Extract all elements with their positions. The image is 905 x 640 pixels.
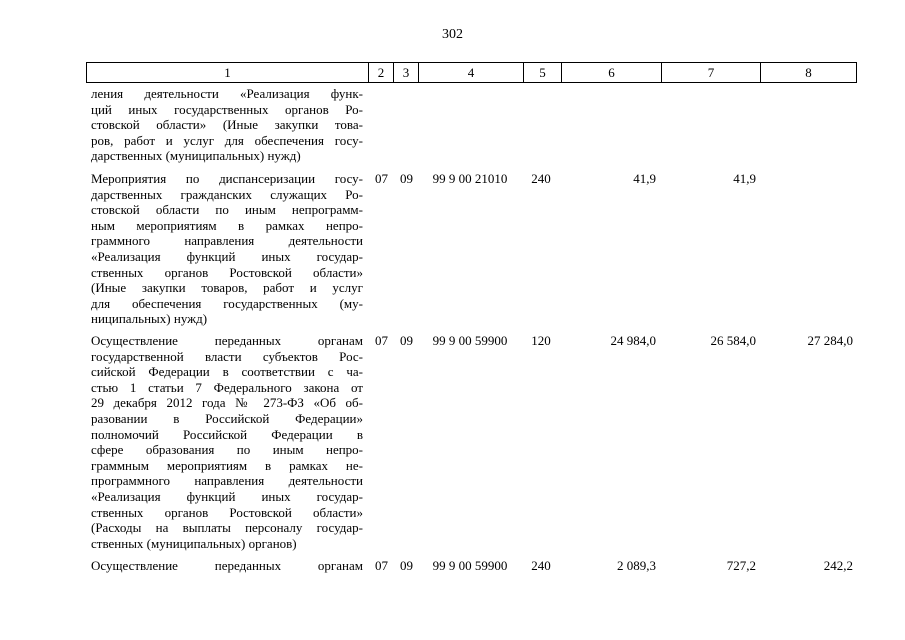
cell-year-1: 24 984,0 [610,333,656,348]
description-line: (Расходы на выплаты персоналу государ- [91,520,363,536]
cell-csr: 99 9 00 21010 [432,171,508,186]
description-line: граммным мероприятиям в рамках не- [91,457,363,473]
description-line: государственной власти субъектов Рос- [91,348,363,364]
cell-year-1: 41,9 [633,171,656,186]
cell-csr: 99 9 00 59900 [432,558,508,573]
cell-year-3: 242,2 [823,558,853,573]
cell-rz: 07 [375,333,388,348]
cell-rz: 07 [375,171,388,186]
cell-year-1: 2 089,3 [617,558,656,573]
table-header [86,62,857,83]
page-number: 302 [442,27,463,42]
description-line: Мероприятия по диспансеризации госу- [91,171,363,186]
row-description [91,86,363,164]
cell-vr: 120 [531,333,551,348]
row-description [91,171,363,327]
description-line: «Реализация функций иных государ- [91,488,363,504]
description-line: стовской области» (Иные закупки това- [91,117,363,133]
description-line: программного направления деятельности [91,473,363,489]
description-line: стовской области по иным непрограмм- [91,202,363,218]
description-line: ным мероприятиям в рамках непро- [91,217,363,233]
description-line: ления деятельности «Реализация функ- [91,86,363,101]
header-col-5: 5 [524,63,562,82]
row-description [91,558,363,574]
description-line: дарственных гражданских служащих Ро- [91,186,363,202]
header-col-6: 6 [562,63,662,82]
cell-year-2: 41,9 [733,171,756,186]
description-line: стью 1 статьи 7 Федерального закона от [91,379,363,395]
description-line: ственных органов Ростовской области» [91,504,363,520]
description-line: (Иные закупки товаров, работ и услуг [91,280,363,296]
description-line: «Реализация функций иных государ- [91,248,363,264]
description-line: сийской Федерации в соответствии с ча- [91,364,363,380]
description-line: граммного направления деятельности [91,233,363,249]
description-line: разовании в Российской Федерации» [91,410,363,426]
cell-rz: 07 [375,558,388,573]
header-col-3: 3 [394,63,419,82]
row-description [91,333,363,551]
cell-pr: 09 [400,558,413,573]
description-line: ниципальных) нужд) [91,311,208,327]
cell-pr: 09 [400,171,413,186]
cell-pr: 09 [400,333,413,348]
description-line: Осуществление переданных органам [91,558,363,573]
description-line: для обеспечения государственных (му- [91,295,363,311]
cell-vr: 240 [531,558,551,573]
description-line: ров, работ и услуг для обеспечения госу- [91,132,363,148]
description-line: ственных (муниципальных) органов) [91,535,297,551]
cell-year-2: 26 584,0 [710,333,756,348]
cell-year-2: 727,2 [726,558,756,573]
description-line: дарственных (муниципальных) нужд) [91,148,301,164]
description-line: полномочий Российской Федерации в [91,426,363,442]
cell-vr: 240 [531,171,551,186]
header-col-8: 8 [805,65,812,80]
description-line: ственных органов Ростовской области» [91,264,363,280]
description-line: Осуществление переданных органам [91,333,363,348]
description-line: ций иных государственных органов Ро- [91,101,363,117]
cell-csr: 99 9 00 59900 [432,333,508,348]
cell-year-3: 27 284,0 [807,333,853,348]
header-col-7: 7 [662,63,761,82]
description-line: сфере образования по иным непро- [91,442,363,458]
header-col-2: 2 [369,63,394,82]
description-line: 29 декабря 2012 года № 273-ФЗ «Об об- [91,395,363,411]
header-col-4: 4 [419,63,524,82]
header-col-1: 1 [87,63,369,82]
